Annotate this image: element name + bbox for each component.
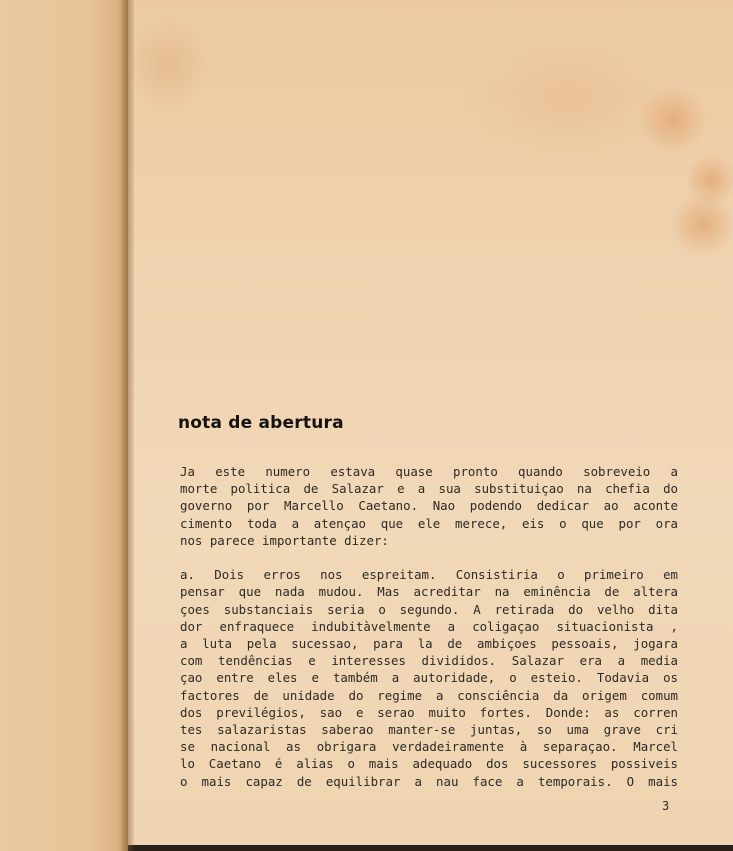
text-line: çoes substanciais seria o segundo. A retirada do velho dita [180,601,678,617]
text-line: cimento toda a atençao que ele merece, eis o que por ora [180,515,678,531]
text-line: pensar que nada mudou. Mas acreditar na eminência de altera [180,584,678,600]
text-line: çao entre eles e também a autoridade, o esteio. Todavia os [180,670,678,686]
text-line: factores de unidade do regime a consciência da origem comum [180,687,678,703]
text-line: dor enfraquece indubitàvelmente a coligaçao situacionista , [180,618,678,634]
text-line: tes salazaristas saberao manter-se juntas, so uma grave cri [180,722,678,738]
text-line: lo Caetano é alias o mais adequado dos sucessores possiveis [180,756,678,772]
text-line: Ja este numero estava quase pronto quando sobreveio a [180,464,678,479]
text-line: a. Dois erros nos espreitam. Consistiria o primeiro em [180,567,678,583]
paper-stain [458,40,678,160]
text-line: se nacional as obrigara verdadeiramente à separaçao. Marcel [180,739,678,755]
text-line: morte politica de Salazar e a sua substituiçao na chefia do [180,481,678,497]
paper-stain [128,20,208,110]
paragraph-a [180,566,678,790]
paragraph-intro [180,463,678,549]
left-page [0,0,128,851]
text-line: com tendências e interesses divididos. Salazar era a media [180,653,678,669]
text-line: governo por Marcello Caetano. Nao podendo dedicar ao aconte [180,498,678,514]
body-text [180,463,678,790]
text-line: dos previlégios, sao e serao muito fortes. Donde: as corren [180,704,678,720]
paper-stain [688,150,733,210]
page-number: 3 [662,799,670,813]
section-heading: nota de abertura [178,413,344,433]
text-line: o mais capaz de equilibrar a nau face a temporais. O mais [180,773,678,789]
text-line: a luta pela sucessao, para la de ambiçoes pessoais, jogara [180,636,678,652]
book-gutter [120,0,134,851]
text-line: nos parece importante dizer: [180,532,389,548]
